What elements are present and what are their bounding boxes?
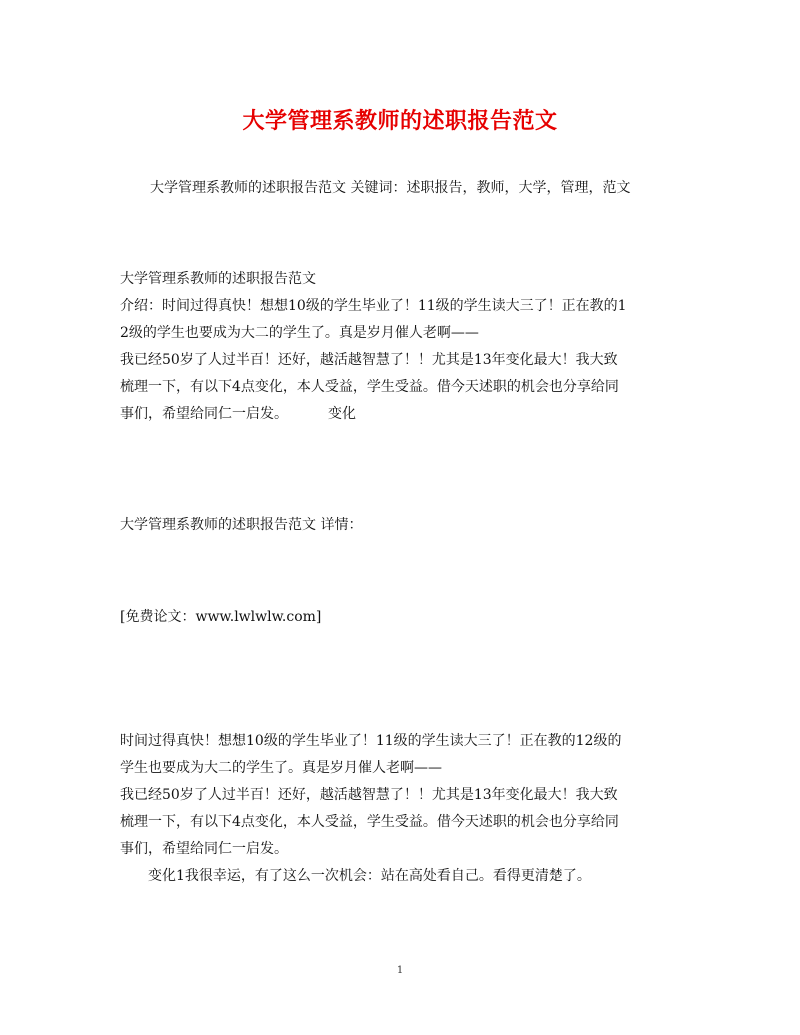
intro-line: 2级的学生也要成为大二的学生了。真是岁月催人老啊——: [120, 325, 479, 341]
body-paragraph: [120, 728, 680, 890]
document-title: 大学管理系教师的述职报告范文: [242, 108, 558, 134]
intro-line: 梳理一下，有以下4点变化，本人受益，学生受益。借今天述职的机会也分享给同: [120, 379, 619, 395]
body-line: 梳理一下，有以下4点变化，本人受益，学生受益。借今天述职的机会也分享给同: [120, 814, 619, 830]
source-note: [120, 604, 680, 631]
body-line: 学生也要成为大二的学生了。真是岁月催人老啊——: [120, 760, 442, 776]
page-number: 1: [396, 965, 404, 976]
section-heading-text: 大学管理系教师的述职报告范文: [120, 271, 316, 287]
intro-line: 介绍：时间过得真快！想想10级的学生毕业了！11级的学生读大三了！正在教的1: [120, 298, 627, 314]
intro-line-text: 事们，希望给同仁一启发。: [120, 406, 288, 422]
intro-line-last: [120, 401, 680, 428]
body-line: 我已经50岁了人过半百！还好，越活越智慧了！！尤其是13年变化最大！我大致: [120, 787, 618, 803]
detail-heading: [120, 512, 680, 539]
document-summary: 大学管理系教师的述职报告范文 关键词：述职报告，教师，大学，管理，范文: [150, 180, 631, 196]
intro-paragraph: [120, 293, 680, 428]
detail-heading-text: 大学管理系教师的述职报告范文 详情：: [120, 517, 363, 533]
body-line: 事们，希望给同仁一启发。: [120, 841, 288, 857]
body-indented-line: 变化1我很幸运，有了这么一次机会：站在高处看自己。看得更清楚了。: [148, 868, 591, 884]
section-heading: [120, 266, 680, 293]
source-note-text: [免费论文：www.lwlwlw.com]: [120, 609, 322, 625]
intro-tail-word: 变化: [328, 406, 356, 422]
intro-line: 我已经50岁了人过半百！还好，越活越智慧了！！尤其是13年变化最大！我大致: [120, 352, 618, 368]
body-line: 时间过得真快！想想10级的学生毕业了！11级的学生读大三了！正在教的12级的: [120, 733, 622, 749]
